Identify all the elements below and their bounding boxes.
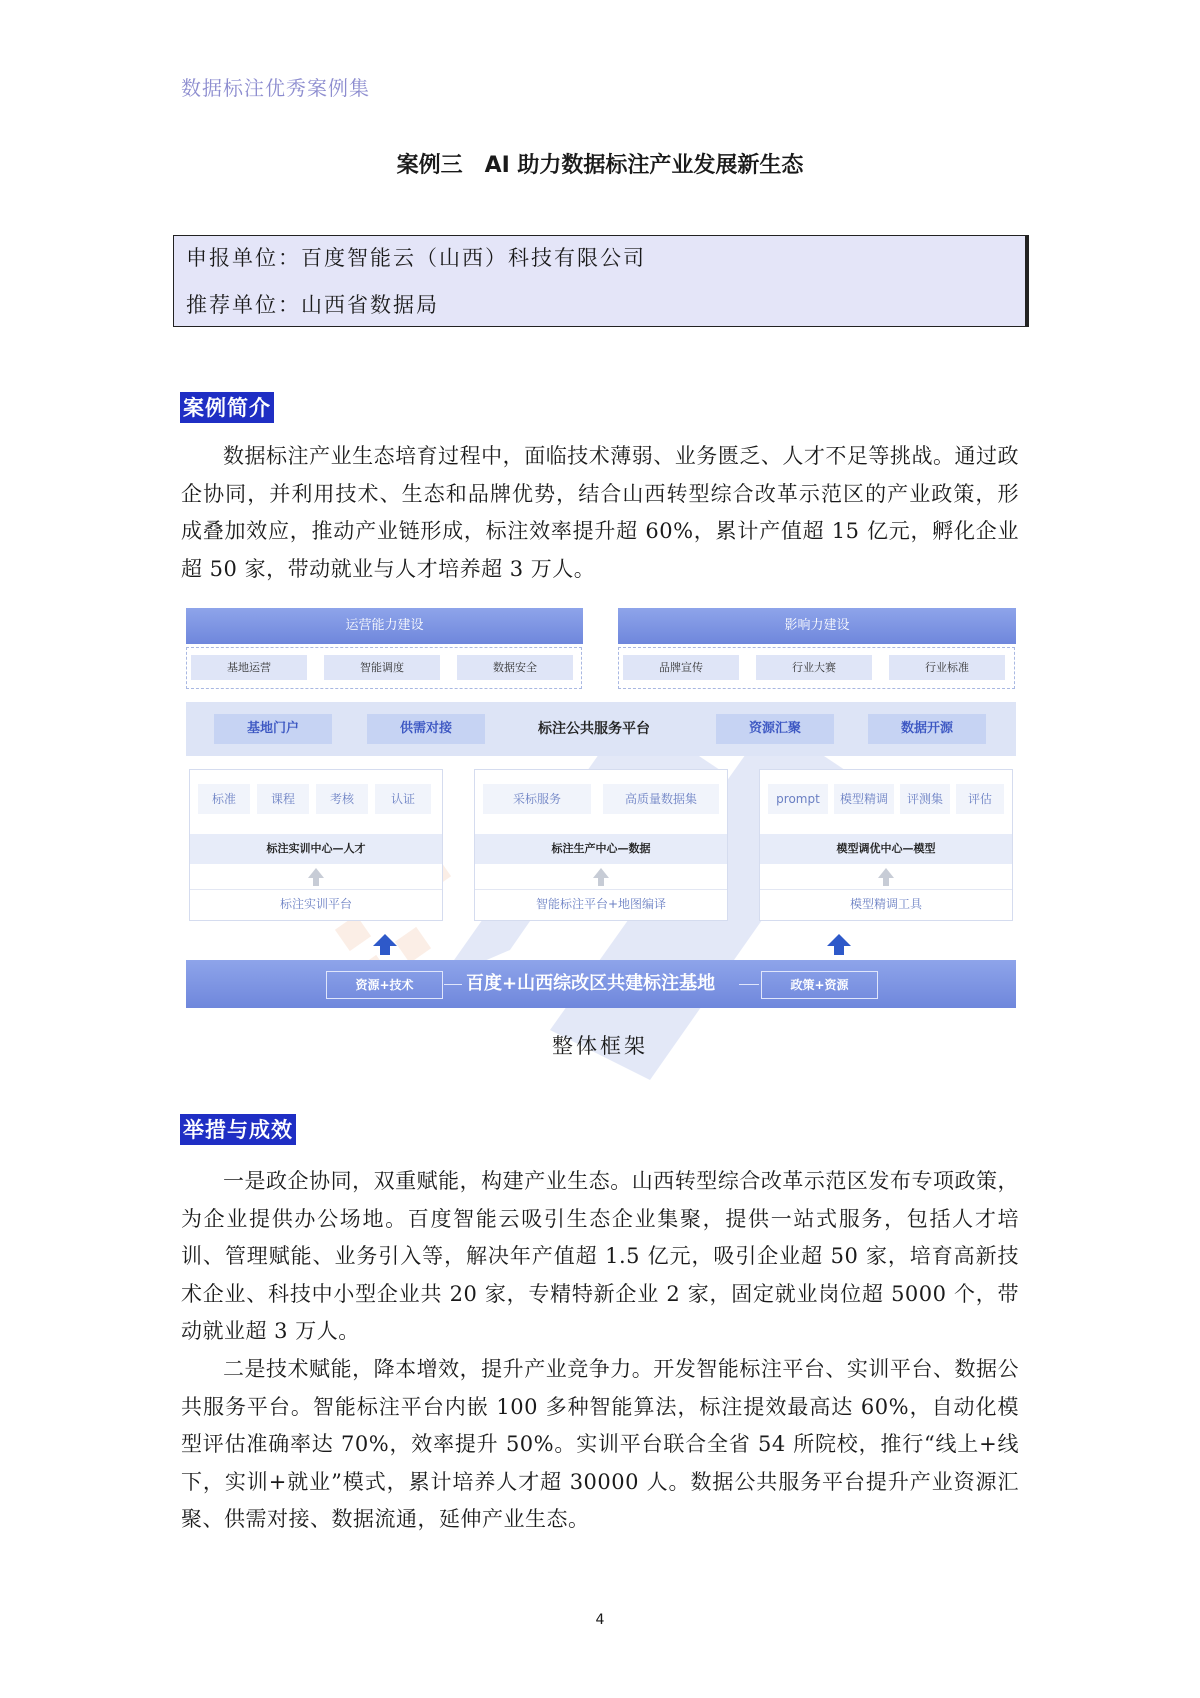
platform-item: 数据开源 [868,714,986,744]
ops-item: 数据安全 [457,655,573,680]
figure-caption: 整体框架 [552,1034,648,1058]
up-arrow-stem [598,877,604,886]
training-center-card [189,769,443,921]
joint-base-bar [186,960,1016,1008]
card-tags [479,774,723,824]
up-arrow-stem [883,877,889,886]
framework-diagram [186,608,1016,1008]
production-center-card [474,769,728,921]
influence-row [618,647,1015,689]
up-arrow-stem [313,877,319,886]
card-center-label: 模型调优中心—模型 [760,834,1012,864]
card-tag: 认证 [375,784,431,814]
platform-item: 资源汇聚 [716,714,834,744]
base-title: 百度+山西综改区共建标注基地 [466,973,716,994]
influence-item: 行业标准 [889,655,1005,680]
base-up-arrow-stem [380,945,390,955]
ops-item: 智能调度 [324,655,440,680]
recommender-unit: 推荐单位：山西省数据局 [186,293,439,317]
intro-paragraph: 数据标注产业生态培育过程中，面临技术薄弱、业务匮乏、人才不足等挑战。通过政企协同，并利用技术、生态和品牌优势，结合山西转型综合改革示范区的产业政策，形成叠加效应，推动产业链形成，标注效率提升超 60%，累计产值超 15 亿元，孵化企业超 50 家，带动就业与人才培养超 3 万人。 [181,444,1019,581]
base-left-chip: 资源+技术 [326,971,443,999]
card-tag: 评估 [956,784,1004,814]
base-right-chip: 政策+资源 [761,971,878,999]
card-foot-label: 模型精调工具 [760,889,1012,918]
card-tag: 考核 [316,784,368,814]
ops-capability-header: 运营能力建设 [186,608,583,644]
public-service-platform [186,702,1016,756]
running-header: 数据标注优秀案例集 [181,76,370,100]
page-number: 4 [595,1612,605,1628]
card-tag: prompt [768,784,828,814]
card-foot-label: 智能标注平台+地图编译 [475,889,727,918]
card-center-label: 标注生产中心—数据 [475,834,727,864]
model-tuning-center-card [759,769,1013,921]
measures-paragraph-1: 一是政企协同，双重赋能，构建产业生态。山西转型综合改革示范区发布专项政策，为企业提供办公场地。百度智能云吸引生态企业集聚，提供一站式服务，包括人才培训、管理赋能、业务引入等，解决年产值超 1.5 亿元，吸引企业超 50 家，培育高新技术企业、科技中小型企业共 20 家，专精特新企业 2 家，固定就业岗位超 5000 个，带动就业超 3 万人。 [181,1169,1019,1343]
platform-item: 供需对接 [367,714,485,744]
ops-capability-row [186,647,582,689]
card-tags [194,774,438,824]
influence-header: 影响力建设 [618,608,1016,644]
card-tag: 标准 [198,784,250,814]
card-foot-label: 标注实训平台 [190,889,442,918]
case-title: 案例三 AI 助力数据标注产业发展新生态 [396,153,804,178]
card-tag: 采标服务 [483,784,591,814]
influence-item: 品牌宣传 [623,655,739,680]
base-up-arrow-stem [834,945,844,955]
base-connector [444,984,462,985]
card-tag: 模型精调 [834,784,894,814]
card-tag: 评测集 [900,784,950,814]
section-heading-intro: 案例简介 [180,392,274,423]
card-tags [764,774,1008,824]
measures-paragraph-2: 二是技术赋能，降本增效，提升产业竞争力。开发智能标注平台、实训平台、数据公共服务平台。智能标注平台内嵌 100 多种智能算法，标注提效最高达 60%，自动化模型评估准确率达 70%，效率提升 50%。实训平台联合全省 54 所院校，推行“线上+线下，实训+就业”模式，累计培养人才超 30000 人。数据公共服务平台提升产业资源汇聚、供需对接、数据流通，延伸产业生态。 [181,1357,1019,1531]
section-heading-measures: 举措与成效 [180,1114,296,1145]
card-center-label: 标注实训中心—人才 [190,834,442,864]
platform-item: 基地门户 [214,714,332,744]
influence-item: 行业大赛 [756,655,872,680]
applicant-unit: 申报单位：百度智能云（山西）科技有限公司 [186,246,646,270]
card-tag: 课程 [257,784,309,814]
ops-item: 基地运营 [191,655,307,680]
platform-title: 标注公共服务平台 [538,721,650,737]
card-tag: 高质量数据集 [603,784,719,814]
base-connector [739,984,759,985]
applicant-info-box [173,235,1029,327]
